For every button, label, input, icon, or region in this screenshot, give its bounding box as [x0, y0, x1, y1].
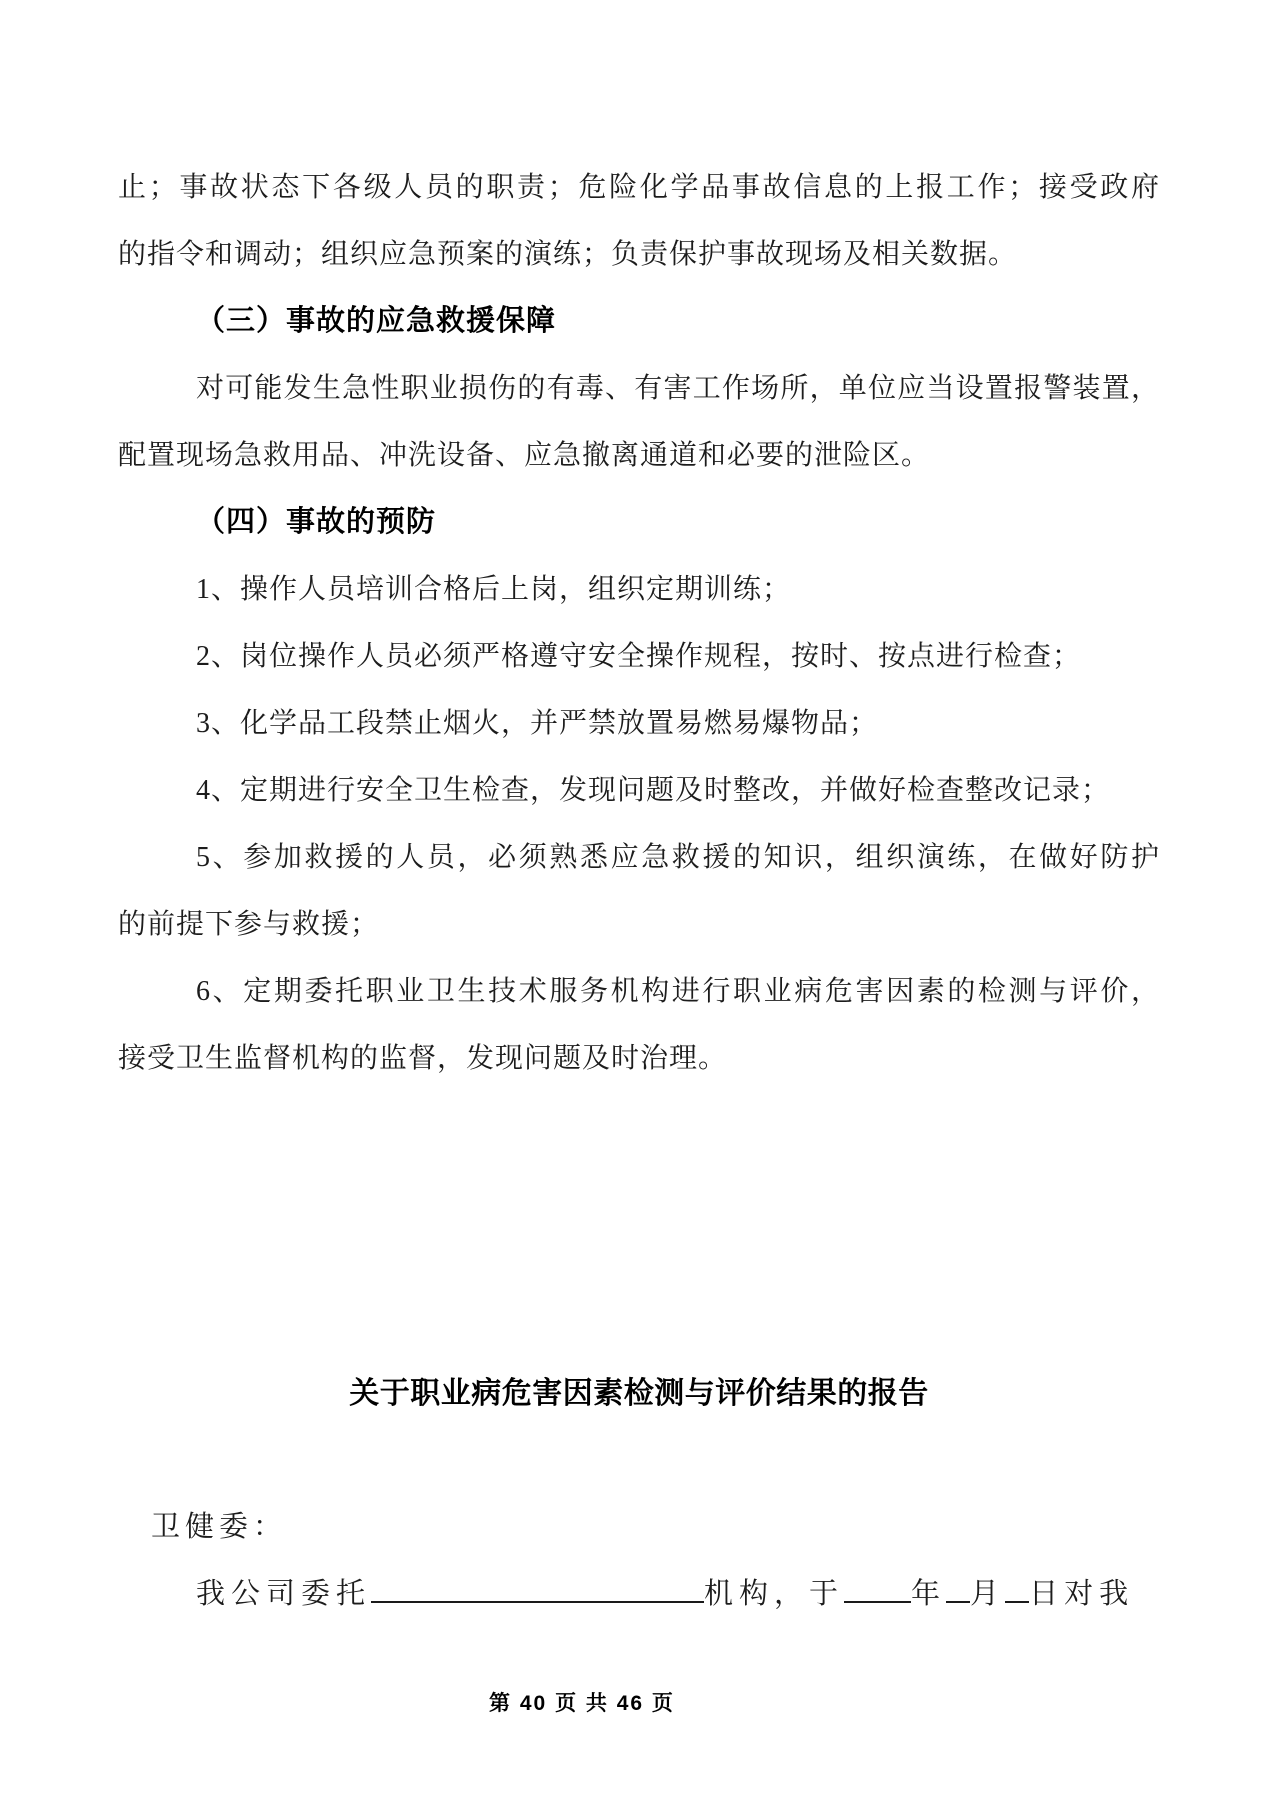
- list-item-line: 2、岗位操作人员必须严格遵守安全操作规程，按时、按点进行检查；: [196, 641, 1082, 672]
- paragraph-line: 对可能发生急性职业损伤的有毒、有害工作场所，单位应当设置报警装置，: [196, 373, 1160, 404]
- blank-institution-field: [371, 1573, 704, 1603]
- list-item-line: 的前提下参与救援；: [118, 909, 380, 940]
- paragraph-line: 止；事故状态下各级人员的职责；危险化学品事故信息的上报工作；接受政府: [118, 172, 1160, 203]
- commission-text: 我公司委托: [196, 1578, 372, 1610]
- list-item-line: 1、操作人员培训合格后上岗，组织定期训练；: [196, 574, 792, 605]
- report-title: 关于职业病危害因素检测与评价结果的报告: [349, 1377, 929, 1410]
- blank-day-field: [1005, 1573, 1029, 1603]
- page-body: [118, 154, 1160, 1628]
- list-item-line: 6、定期委托职业卫生技术服务机构进行职业病危害因素的检测与评价，: [196, 976, 1160, 1007]
- blank-month-field: [946, 1573, 970, 1603]
- list-item-line: 接受卫生监督机构的监督，发现问题及时治理。: [118, 1043, 728, 1074]
- commission-text: 机构，于: [704, 1578, 845, 1610]
- commission-text: 年: [911, 1578, 947, 1610]
- salutation: 卫健委：: [151, 1511, 288, 1543]
- list-item-line: 3、化学品工段禁止烟火，并严禁放置易燃易爆物品；: [196, 708, 879, 739]
- commission-text: 月: [970, 1578, 1006, 1610]
- blank-year-field: [844, 1573, 911, 1603]
- vertical-spacer: [118, 1427, 1160, 1494]
- commission-text: 日对我: [1029, 1578, 1135, 1610]
- section-heading-3: （三）事故的应急救援保障: [196, 305, 557, 337]
- list-item-line: 4、定期进行安全卫生检查，发现问题及时整改，并做好检查整改记录；: [196, 775, 1111, 806]
- page-footer: 第 40 页 共 46 页: [489, 1692, 675, 1715]
- section-heading-4: （四）事故的预防: [196, 506, 437, 538]
- paragraph-line: 的指令和调动；组织应急预案的演练；负责保护事故现场及相关数据。: [118, 239, 1018, 270]
- list-item-line: 5、参加救援的人员，必须熟悉应急救援的知识，组织演练，在做好防护: [196, 842, 1160, 873]
- paragraph-line: 配置现场急救用品、冲洗设备、应急撤离通道和必要的泄险区。: [118, 440, 931, 471]
- commission-sentence: [118, 1561, 1160, 1628]
- vertical-spacer: [118, 1092, 1160, 1360]
